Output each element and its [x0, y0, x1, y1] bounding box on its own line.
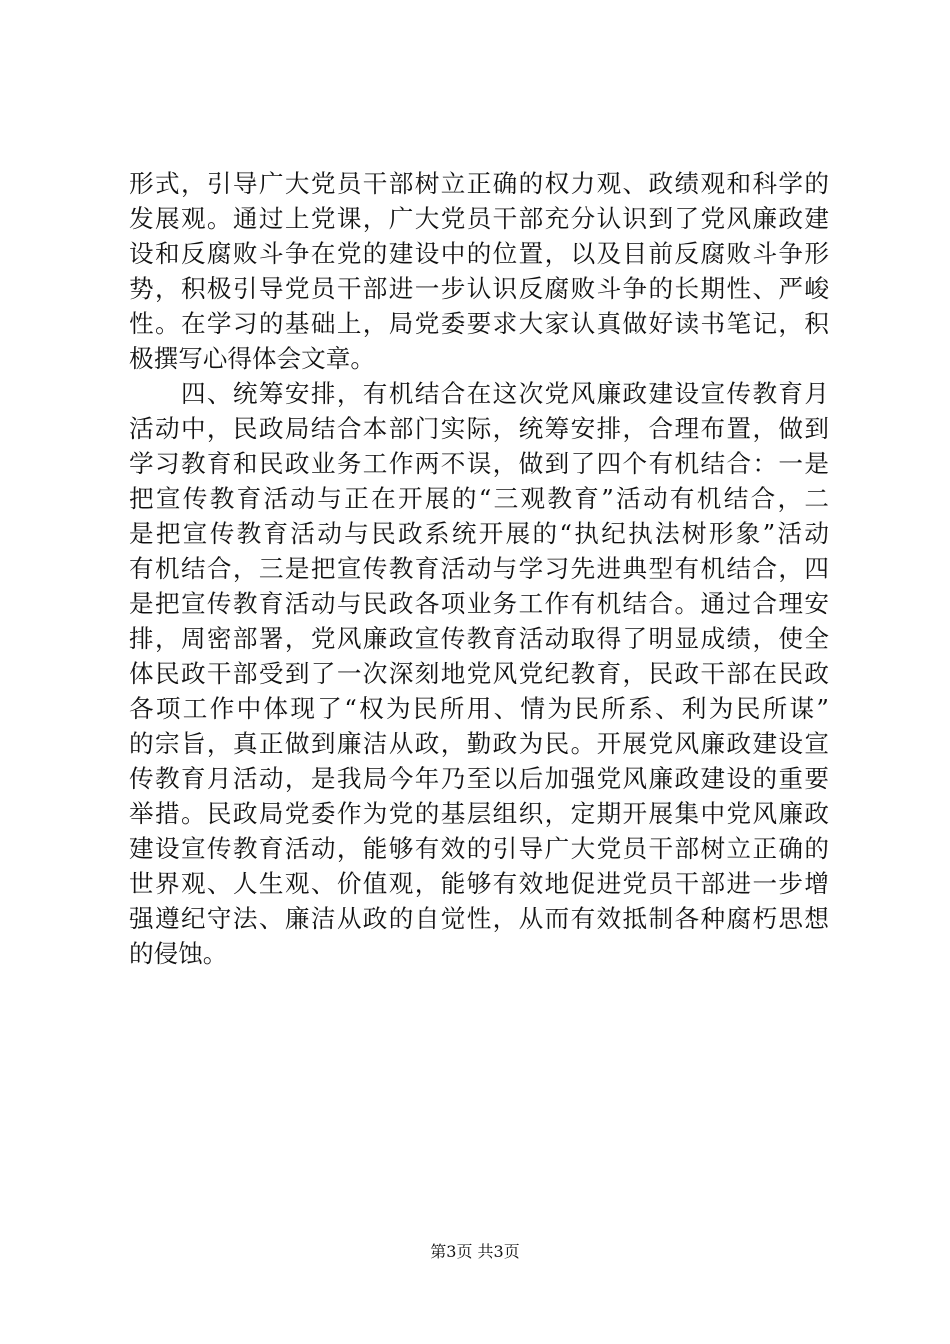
text-line: 形式，引导广大党员干部树立正确的权力观、政绩观和科学的: [129, 169, 829, 198]
text-line: 建设宣传教育活动，能够有效的引导广大党员干部树立正确的: [129, 834, 829, 863]
text-line: 活动中，民政局结合本部门实际，统筹安排，合理布置，做到: [129, 414, 829, 443]
page-footer: 第3页 共3页: [430, 1242, 520, 1261]
text-line: 体民政干部受到了一次深刻地党风党纪教育，民政干部在民政: [129, 659, 829, 688]
text-line: 设和反腐败斗争在党的建设中的位置，以及目前反腐败斗争形: [129, 239, 829, 268]
text-line: 发展观。通过上党课，广大党员干部充分认识到了党风廉政建: [129, 204, 829, 233]
text-line: 把宣传教育活动与正在开展的“三观教育”活动有机结合，二: [129, 484, 829, 513]
text-line: 传教育月活动，是我局今年乃至以后加强党风廉政建设的重要: [129, 764, 829, 793]
text-line: 势，积极引导党员干部进一步认识反腐败斗争的长期性、严峻: [129, 274, 829, 303]
body-text: [129, 166, 829, 971]
text-line: 世界观、人生观、价值观，能够有效地促进党员干部进一步增: [129, 869, 829, 898]
text-line: 极撰写心得体会文章。: [129, 344, 375, 373]
text-line: 的宗旨，真正做到廉洁从政，勤政为民。开展党风廉政建设宣: [129, 729, 829, 758]
text-line: 四、统筹安排，有机结合在这次党风廉政建设宣传教育月: [129, 379, 829, 408]
text-line: 学习教育和民政业务工作两不误，做到了四个有机结合：一是: [129, 449, 829, 478]
text-line: 的侵蚀。: [129, 939, 228, 968]
text-line: 有机结合，三是把宣传教育活动与学习先进典型有机结合，四: [129, 554, 829, 583]
text-line: 性。在学习的基础上，局党委要求大家认真做好读书笔记，积: [129, 309, 829, 338]
text-line: 排，周密部署，党风廉政宣传教育活动取得了明显成绩，使全: [129, 624, 829, 653]
text-line: 各项工作中体现了“权为民所用、情为民所系、利为民所谋”: [129, 694, 829, 723]
text-line: 强遵纪守法、廉洁从政的自觉性，从而有效抵制各种腐朽思想: [129, 904, 829, 933]
text-line: 是把宣传教育活动与民政各项业务工作有机结合。通过合理安: [129, 589, 829, 618]
text-line: 举措。民政局党委作为党的基层组织，定期开展集中党风廉政: [129, 799, 829, 828]
text-line: 是把宣传教育活动与民政系统开展的“执纪执法树形象”活动: [129, 519, 829, 548]
